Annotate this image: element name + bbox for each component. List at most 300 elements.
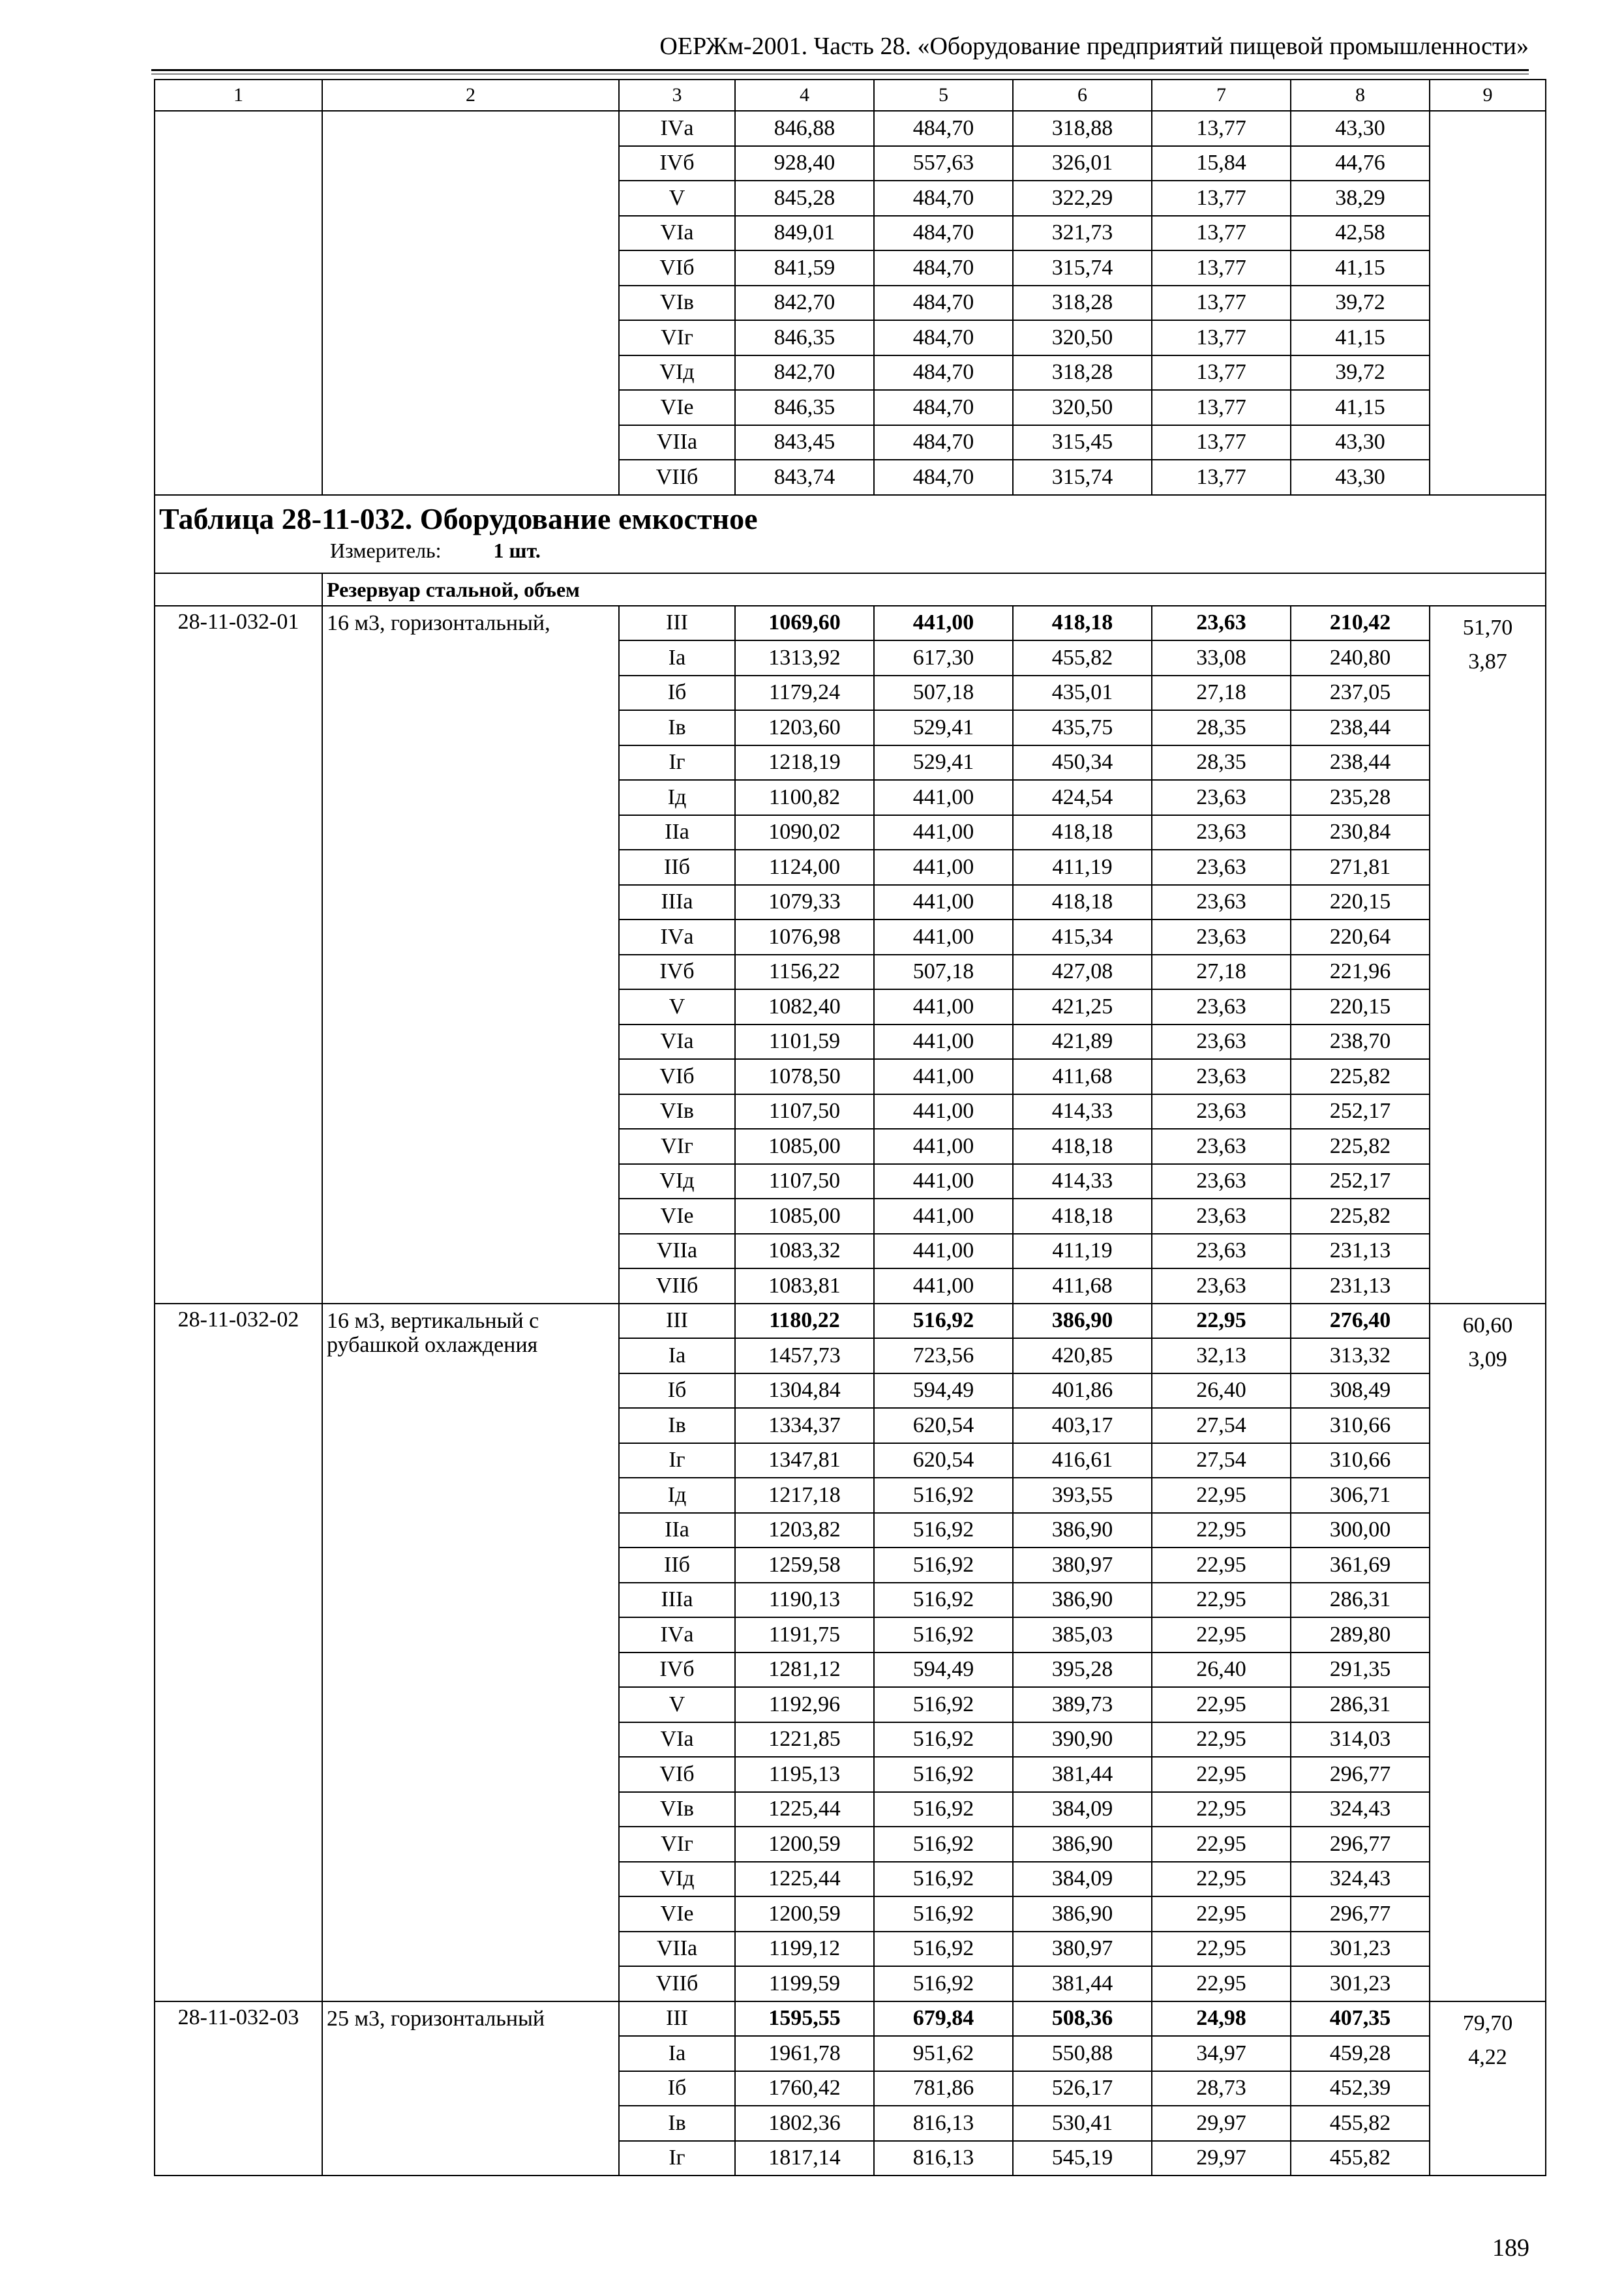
value-cell: 27,54 [1152,1408,1291,1443]
value-cell: 484,70 [874,250,1013,286]
value-cell: 484,70 [874,320,1013,355]
zone-cell: IIIа [619,885,735,920]
value-cell: 441,00 [874,1059,1013,1094]
column-number: 3 [619,80,735,111]
value-cell: 415,34 [1013,920,1152,955]
zone-cell: Iб [619,1373,735,1409]
value-cell: 1200,59 [735,1827,874,1862]
value-cell: 620,54 [874,1408,1013,1443]
value-cell: 843,74 [735,460,874,495]
value-cell: 516,92 [874,1966,1013,2001]
value-cell: 1076,98 [735,920,874,955]
zone-cell: VIа [619,1722,735,1758]
table-row [155,606,1546,641]
value-cell: 781,86 [874,2071,1013,2106]
value-cell: 13,77 [1152,286,1291,321]
column-number: 6 [1013,80,1152,111]
value-cell: 1218,19 [735,745,874,781]
col9-cell [1430,1304,1546,2001]
table-row [155,1304,1546,1339]
value-cell: 252,17 [1291,1164,1430,1199]
value-cell: 407,35 [1291,2001,1430,2037]
value-cell: 484,70 [874,216,1013,251]
zone-cell: VIд [619,1862,735,1897]
col9-value-top: 79,70 [1462,2011,1513,2035]
value-cell: 306,71 [1291,1478,1430,1513]
value-cell: 321,73 [1013,216,1152,251]
value-cell: 842,70 [735,286,874,321]
value-cell: 221,96 [1291,955,1430,990]
value-cell: 361,69 [1291,1548,1430,1583]
value-cell: 324,43 [1291,1862,1430,1897]
value-cell: 459,28 [1291,2036,1430,2071]
value-cell: 38,29 [1291,181,1430,216]
section-row [155,573,1546,606]
value-cell: 418,18 [1013,885,1152,920]
value-cell: 384,09 [1013,1862,1152,1897]
value-cell: 424,54 [1013,780,1152,815]
value-cell: 842,70 [735,355,874,391]
value-cell: 401,86 [1013,1373,1152,1409]
value-cell: 23,63 [1152,920,1291,955]
zone-cell: Iб [619,2071,735,2106]
value-cell: 300,00 [1291,1513,1430,1548]
value-cell: 484,70 [874,286,1013,321]
zone-cell: Iа [619,640,735,676]
value-cell: 507,18 [874,955,1013,990]
zone-cell: V [619,181,735,216]
column-number: 1 [155,80,322,111]
value-cell: 441,00 [874,1025,1013,1060]
value-cell: 420,85 [1013,1338,1152,1373]
measure-unit: 1 шт. [493,539,541,563]
value-cell: 22,95 [1152,1617,1291,1653]
value-cell: 435,01 [1013,676,1152,711]
value-cell: 529,41 [874,710,1013,745]
measure-line [330,536,1541,565]
value-cell: 516,92 [874,1862,1013,1897]
value-cell: 484,70 [874,355,1013,391]
value-cell: 386,90 [1013,1827,1152,1862]
value-cell: 315,45 [1013,425,1152,460]
value-cell: 455,82 [1013,640,1152,676]
value-cell: 296,77 [1291,1757,1430,1792]
value-cell: 1101,59 [735,1025,874,1060]
zone-cell: VIб [619,250,735,286]
zone-cell: VIIб [619,1966,735,2001]
value-cell: 289,80 [1291,1617,1430,1653]
value-cell: 23,63 [1152,1025,1291,1060]
zone-cell: VIд [619,355,735,391]
zone-cell: Iг [619,2141,735,2176]
value-cell: 441,00 [874,1234,1013,1269]
value-cell: 1100,82 [735,780,874,815]
value-cell: 313,32 [1291,1338,1430,1373]
zone-cell: Iг [619,745,735,781]
column-number-row [155,80,1546,111]
value-cell: 516,92 [874,1932,1013,1967]
value-cell: 238,70 [1291,1025,1430,1060]
value-cell: 1195,13 [735,1757,874,1792]
zone-cell: Iб [619,676,735,711]
col9-value-bottom: 4,22 [1468,2045,1507,2070]
value-cell: 310,66 [1291,1408,1430,1443]
value-cell: 231,13 [1291,1268,1430,1304]
value-cell: 22,95 [1152,1548,1291,1583]
zone-cell: IVа [619,1617,735,1653]
value-cell: 414,33 [1013,1094,1152,1130]
value-cell: 220,15 [1291,989,1430,1025]
value-cell: 386,90 [1013,1304,1152,1339]
table-row [155,2001,1546,2037]
value-cell: 1082,40 [735,989,874,1025]
value-cell: 252,17 [1291,1094,1430,1130]
value-cell: 450,34 [1013,745,1152,781]
value-cell: 723,56 [874,1338,1013,1373]
zone-cell: VIе [619,1896,735,1932]
value-cell: 314,03 [1291,1722,1430,1758]
zone-cell: Iв [619,2106,735,2141]
running-header: ОЕРЖм-2001. Часть 28. «Оборудование предприятий пищевой промышленности» [659,33,1529,60]
value-cell: 620,54 [874,1443,1013,1478]
value-cell: 1203,60 [735,710,874,745]
value-cell: 385,03 [1013,1617,1152,1653]
value-cell: 1079,33 [735,885,874,920]
value-cell: 34,97 [1152,2036,1291,2071]
value-cell: 530,41 [1013,2106,1152,2141]
value-cell: 13,77 [1152,111,1291,146]
value-cell: 29,97 [1152,2106,1291,2141]
value-cell: 1078,50 [735,1059,874,1094]
value-cell: 441,00 [874,1199,1013,1234]
col9-cell-empty [1430,111,1546,495]
value-cell: 1107,50 [735,1164,874,1199]
value-cell: 414,33 [1013,1164,1152,1199]
rates-table [154,79,1546,2176]
value-cell: 296,77 [1291,1896,1430,1932]
value-cell: 43,30 [1291,460,1430,495]
value-cell: 441,00 [874,1268,1013,1304]
table-title-cell [155,495,1546,573]
value-cell: 322,29 [1013,181,1152,216]
value-cell: 381,44 [1013,1966,1152,2001]
zone-cell: VIб [619,1059,735,1094]
value-cell: 928,40 [735,146,874,181]
item-code: 28-11-032-02 [155,1304,322,2001]
zone-cell: IIа [619,1513,735,1548]
column-number: 2 [322,80,619,111]
value-cell: 1259,58 [735,1548,874,1583]
value-cell: 320,50 [1013,320,1152,355]
value-cell: 516,92 [874,1548,1013,1583]
value-cell: 27,18 [1152,676,1291,711]
zone-cell: IVб [619,1653,735,1688]
value-cell: 1200,59 [735,1896,874,1932]
value-cell: 22,95 [1152,1896,1291,1932]
value-cell: 220,64 [1291,920,1430,955]
value-cell: 230,84 [1291,815,1430,850]
value-cell: 318,88 [1013,111,1152,146]
value-cell: 1083,32 [735,1234,874,1269]
col9-value-bottom: 3,09 [1468,1347,1507,1372]
value-cell: 816,13 [874,2141,1013,2176]
value-cell: 28,35 [1152,710,1291,745]
table-body [155,80,1546,2176]
value-cell: 441,00 [874,1164,1013,1199]
zone-cell: VIд [619,1164,735,1199]
value-cell: 1083,81 [735,1268,874,1304]
value-cell: 42,58 [1291,216,1430,251]
zone-cell: Iд [619,780,735,815]
value-cell: 452,39 [1291,2071,1430,2106]
value-cell: 41,15 [1291,390,1430,425]
value-cell: 225,82 [1291,1199,1430,1234]
item-code: 28-11-032-03 [155,2001,322,2176]
zone-cell: Iа [619,2036,735,2071]
value-cell: 22,95 [1152,1757,1291,1792]
value-cell: 26,40 [1152,1373,1291,1409]
value-cell: 1192,96 [735,1687,874,1722]
value-cell: 23,63 [1152,1164,1291,1199]
value-cell: 516,92 [874,1513,1013,1548]
column-number: 7 [1152,80,1291,111]
value-cell: 41,15 [1291,250,1430,286]
value-cell: 951,62 [874,2036,1013,2071]
value-cell: 418,18 [1013,606,1152,641]
value-cell: 441,00 [874,780,1013,815]
value-cell: 418,18 [1013,1129,1152,1164]
value-cell: 441,00 [874,1129,1013,1164]
value-cell: 526,17 [1013,2071,1152,2106]
zone-cell: III [619,2001,735,2037]
value-cell: 1179,24 [735,676,874,711]
value-cell: 13,77 [1152,320,1291,355]
value-cell: 594,49 [874,1373,1013,1409]
value-cell: 386,90 [1013,1513,1152,1548]
value-cell: 846,35 [735,390,874,425]
value-cell: 508,36 [1013,2001,1152,2037]
zone-cell: VIIб [619,460,735,495]
value-cell: 13,77 [1152,250,1291,286]
value-cell: 22,95 [1152,1722,1291,1758]
value-cell: 441,00 [874,815,1013,850]
value-cell: 22,95 [1152,1966,1291,2001]
value-cell: 384,09 [1013,1792,1152,1827]
zone-cell: VIв [619,1792,735,1827]
value-cell: 1760,42 [735,2071,874,2106]
value-cell: 22,95 [1152,1687,1291,1722]
value-cell: 320,50 [1013,390,1152,425]
table-row [155,111,1546,146]
value-cell: 301,23 [1291,1966,1430,2001]
value-cell: 411,68 [1013,1059,1152,1094]
value-cell: 33,08 [1152,640,1291,676]
value-cell: 421,89 [1013,1025,1152,1060]
value-cell: 41,15 [1291,320,1430,355]
value-cell: 23,63 [1152,989,1291,1025]
zone-cell: VIа [619,1025,735,1060]
value-cell: 286,31 [1291,1687,1430,1722]
value-cell: 1347,81 [735,1443,874,1478]
value-cell: 484,70 [874,111,1013,146]
value-cell: 238,44 [1291,745,1430,781]
value-cell: 1190,13 [735,1583,874,1618]
value-cell: 427,08 [1013,955,1152,990]
value-cell: 846,88 [735,111,874,146]
value-cell: 296,77 [1291,1827,1430,1862]
measure-label: Измеритель: [330,539,442,563]
zone-cell: VIг [619,320,735,355]
zone-cell: VIIа [619,425,735,460]
zone-cell: V [619,1687,735,1722]
value-cell: 23,63 [1152,1094,1291,1130]
zone-cell: VIг [619,1129,735,1164]
value-cell: 516,92 [874,1687,1013,1722]
value-cell: 516,92 [874,1896,1013,1932]
value-cell: 27,54 [1152,1443,1291,1478]
value-cell: 421,25 [1013,989,1152,1025]
value-cell: 557,63 [874,146,1013,181]
value-cell: 310,66 [1291,1443,1430,1478]
zone-cell: III [619,606,735,641]
value-cell: 516,92 [874,1617,1013,1653]
value-cell: 324,43 [1291,1792,1430,1827]
section-empty-cell [155,573,322,606]
zone-cell: IIа [619,815,735,850]
value-cell: 22,95 [1152,1827,1291,1862]
value-cell: 1313,92 [735,640,874,676]
zone-cell: VIа [619,216,735,251]
value-cell: 22,95 [1152,1478,1291,1513]
value-cell: 15,84 [1152,146,1291,181]
value-cell: 1199,12 [735,1932,874,1967]
value-cell: 23,63 [1152,1059,1291,1094]
zone-cell: VIIб [619,1268,735,1304]
header-rule-thick [151,69,1529,71]
value-cell: 291,35 [1291,1653,1430,1688]
zone-cell: IIб [619,850,735,885]
value-cell: 22,95 [1152,1513,1291,1548]
value-cell: 395,28 [1013,1653,1152,1688]
value-cell: 28,35 [1152,745,1291,781]
value-cell: 389,73 [1013,1687,1152,1722]
value-cell: 1817,14 [735,2141,874,2176]
value-cell: 516,92 [874,1478,1013,1513]
value-cell: 1069,60 [735,606,874,641]
value-cell: 516,92 [874,1827,1013,1862]
column-number: 9 [1430,80,1546,111]
value-cell: 23,63 [1152,1129,1291,1164]
name-cell-empty [322,111,619,495]
value-cell: 29,97 [1152,2141,1291,2176]
col9-value-top: 51,70 [1462,615,1513,640]
value-cell: 210,42 [1291,606,1430,641]
value-cell: 594,49 [874,1653,1013,1688]
value-cell: 484,70 [874,390,1013,425]
zone-cell: IVа [619,920,735,955]
value-cell: 23,63 [1152,1199,1291,1234]
value-cell: 411,19 [1013,1234,1152,1269]
zone-cell: VIIа [619,1234,735,1269]
value-cell: 28,73 [1152,2071,1291,2106]
value-cell: 301,23 [1291,1932,1430,1967]
column-number: 8 [1291,80,1430,111]
value-cell: 13,77 [1152,425,1291,460]
value-cell: 386,90 [1013,1896,1152,1932]
value-cell: 441,00 [874,850,1013,885]
zone-cell: Iа [619,1338,735,1373]
value-cell: 13,77 [1152,390,1291,425]
zone-cell: VIе [619,1199,735,1234]
value-cell: 816,13 [874,2106,1013,2141]
item-name: 25 м3, горизонтальный [322,2001,619,2176]
value-cell: 22,95 [1152,1792,1291,1827]
zone-cell: IVб [619,146,735,181]
value-cell: 1156,22 [735,955,874,990]
value-cell: 441,00 [874,920,1013,955]
value-cell: 507,18 [874,676,1013,711]
zone-cell: IVб [619,955,735,990]
table-title-row [155,495,1546,573]
zone-cell: VIг [619,1827,735,1862]
item-name: 16 м3, горизонтальный, [322,606,619,1304]
value-cell: 13,77 [1152,216,1291,251]
value-cell: 386,90 [1013,1583,1152,1618]
value-cell: 845,28 [735,181,874,216]
zone-cell: V [619,989,735,1025]
value-cell: 390,90 [1013,1722,1152,1758]
value-cell: 380,97 [1013,1932,1152,1967]
value-cell: 231,13 [1291,1234,1430,1269]
value-cell: 516,92 [874,1583,1013,1618]
value-cell: 841,59 [735,250,874,286]
value-cell: 23,63 [1152,1268,1291,1304]
value-cell: 315,74 [1013,460,1152,495]
zone-cell: III [619,1304,735,1339]
value-cell: 1199,59 [735,1966,874,2001]
zone-cell: IIб [619,1548,735,1583]
value-cell: 1225,44 [735,1792,874,1827]
value-cell: 484,70 [874,425,1013,460]
value-cell: 22,95 [1152,1862,1291,1897]
value-cell: 23,63 [1152,885,1291,920]
value-cell: 13,77 [1152,181,1291,216]
value-cell: 380,97 [1013,1548,1152,1583]
col9-cell [1430,2001,1546,2176]
value-cell: 315,74 [1013,250,1152,286]
value-cell: 238,44 [1291,710,1430,745]
value-cell: 418,18 [1013,1199,1152,1234]
value-cell: 271,81 [1291,850,1430,885]
value-cell: 516,92 [874,1722,1013,1758]
value-cell: 484,70 [874,181,1013,216]
value-cell: 1124,00 [735,850,874,885]
value-cell: 411,68 [1013,1268,1152,1304]
zone-cell: VIе [619,390,735,425]
value-cell: 23,63 [1152,815,1291,850]
value-cell: 318,28 [1013,286,1152,321]
value-cell: 1225,44 [735,1862,874,1897]
value-cell: 23,63 [1152,780,1291,815]
value-cell: 276,40 [1291,1304,1430,1339]
value-cell: 441,00 [874,885,1013,920]
value-cell: 1107,50 [735,1094,874,1130]
value-cell: 418,18 [1013,815,1152,850]
value-cell: 1180,22 [735,1304,874,1339]
value-cell: 516,92 [874,1792,1013,1827]
value-cell: 1090,02 [735,815,874,850]
value-cell: 455,82 [1291,2141,1430,2176]
